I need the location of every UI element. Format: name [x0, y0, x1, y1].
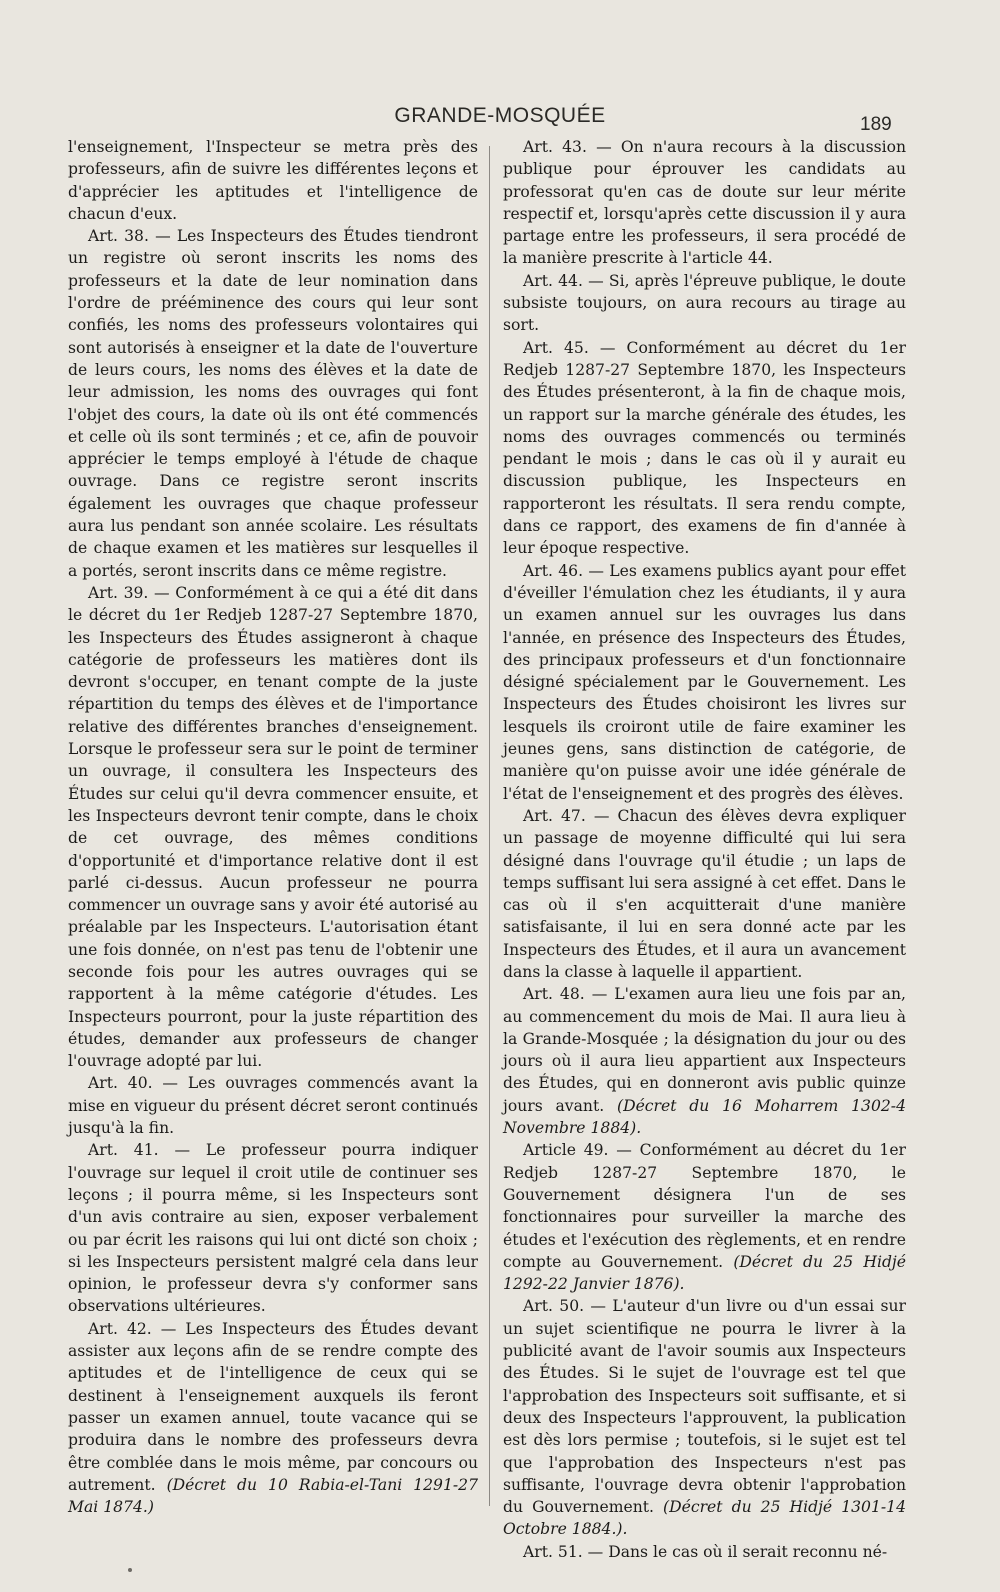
article-51 — [503, 1541, 906, 1563]
column-divider — [489, 146, 490, 1506]
running-title: GRANDE-MOSQUÉE — [394, 104, 606, 127]
paragraph-text: Art. 48. — L'examen aura lieu une fois par an, au commencement du mois de Mai. Il aura lieu à la Grande-Mosquée ; la désignation du jour ou des jours où il aura lieu appartient aux Inspecteurs des Études, qui en donneront avis public quinze jours avant. — [503, 985, 906, 1115]
decree-citation: (Décret du 25 Hidjé 1301-14 Octobre 1884.). — [503, 1498, 906, 1539]
paragraph-text: Art. 45. — Conformément au décret du 1er Redjeb 1287-27 Septembre 1870, les Inspecteurs des Études présenteront, à la fin de chaque mois, un rapport sur la marche générale des études, les noms des ouvrages commencés ou terminés pendant le mois ; dans le cas où il y aurait eu discussion publique, les Inspecteurs en rapporteront les résultats. Il sera rendu compte, dans ce rapport, des examens de fin d'année à leur époque respective. — [503, 338, 906, 558]
article-45 — [503, 337, 906, 560]
paragraph-text: Art. 50. — L'auteur d'un livre ou d'un essai sur un sujet scientifique ne pourra le livrer à la publicité avant de l'avoir soumis aux Inspecteurs des Études. Si le sujet de l'ouvrage est tel que l'approbation des Inspecteurs soit suffisante, et si deux des Inspecteurs l'approuvent, la publication est dès lors permise ; toutefois, si le sujet est tel que l'approbation des Inspecteurs n'est pas suffisante, l'ouvrage devra obtenir l'approbation du Gouvernement. — [503, 1297, 906, 1517]
article-49 — [503, 1139, 906, 1295]
left-column — [68, 136, 478, 1518]
paragraph-text: Art. 42. — Les Inspecteurs des Études devant assister aux leçons afin de se rendre compte des aptitudes et de l'intelligence de ceux qui se destinent à l'enseignement auxquels ils feront passer un examen annuel, toute vacance qui se produira dans le nombre des professeurs devra être comblée dans le mois même, par concours ou autrement. — [68, 1319, 478, 1494]
article-48 — [503, 983, 906, 1139]
paragraph — [68, 136, 478, 225]
article-42 — [68, 1318, 478, 1519]
page-number: 189 — [860, 114, 892, 135]
article-43 — [503, 136, 906, 270]
article-39 — [68, 582, 478, 1073]
paragraph-text: Art. 51. — Dans le cas où il serait reconnu né- — [523, 1542, 888, 1561]
decree-citation: (Décret du 10 Rabia-el-Tani 1291-27 Mai 1874.) — [68, 1475, 478, 1517]
paragraph-text: Art. 39. — Conformément à ce qui a été dit dans le décret du 1er Redjeb 1287-27 Septembre 1870, les Inspecteurs des Études assigneront à chaque catégorie de professeurs les matières dont ils devront s'occuper, en tenant compte de la juste répartition du temps des élèves et de l'importance relative des différentes branches d'enseignement. Lorsque le professeur sera sur le point de terminer un ouvrage, il consultera les Inspecteurs des Études sur celui qu'il devra commencer ensuite, et les Inspecteurs devront tenir compte, dans le choix de cet ouvrage, des mêmes conditions d'opportunité et d'importance relative dont il est parlé ci-dessus. Aucun professeur ne pourra commencer un ouvrage sans y avoir été autorisé au préalable par les Inspecteurs. L'autorisation étant une fois donnée, on n'est pas tenu de l'obtenir une seconde fois pour les autres ouvrages qui se rapportent à la même catégorie d'études. Les Inspecteurs pourront, pour la juste répartition des études, demander aux professeurs de changer l'ouvrage adopté par lui. — [68, 583, 478, 1071]
article-47 — [503, 805, 906, 983]
article-50 — [503, 1295, 906, 1540]
right-column — [503, 136, 906, 1563]
paragraph-text: Art. 41. — Le professeur pourra indiquer l'ouvrage sur lequel il croit utile de continuer ses leçons ; il pourra même, si les Inspecteurs sont d'un avis contraire au sien, exposer verbalement ou par écrit les raisons qui lui ont dicté son choix ; si les Inspecteurs persistent malgré cela dans leur opinion, le professeur devra s'y conformer sans observations ultérieures. — [68, 1141, 478, 1316]
paragraph-text: Art. 38. — Les Inspecteurs des Études tiendront un registre où seront inscrits les noms des professeurs et la date de leur nomination dans l'ordre de prééminence des cours qui leur sont confiés, les noms des professeurs volontaires qui sont autorisés à enseigner et la date de l'ouverture de leurs cours, les noms des élèves et la date de leur admission, les noms des ouvrages qui font l'objet des cours, la date où ils ont été commencés et celle où ils sont terminés ; et ce, afin de pouvoir apprécier le temps employé à l'étude de chaque ouvrage. Dans ce registre seront inscrits également les ouvrages que chaque professeur aura lus pendant son année scolaire. Les résultats de chaque examen et les matières sur lesquelles il a portés, seront inscrits dans ce même registre. — [68, 227, 478, 580]
article-40 — [68, 1072, 478, 1139]
paragraph-text: Art. 47. — Chacun des élèves devra expliquer un passage de moyenne difficulté qui lui sera désigné dans l'ouvrage qu'il étudie ; un laps de temps suffisant lui sera assigné à cet effet. Dans le cas où il s'en acquitterait d'une manière satisfaisante, il lui en sera donné acte par les Inspecteurs des Études, et il aura un avancement dans la classe à laquelle il appartient. — [503, 806, 906, 981]
paragraph-text: Art. 40. — Les ouvrages commencés avant la mise en vigueur du présent décret seront continués jusqu'à la fin. — [68, 1074, 478, 1138]
decree-citation: (Décret du 16 Moharrem 1302-4 Novembre 1884). — [503, 1096, 906, 1138]
paragraph-text: l'enseignement, l'Inspecteur se metra près des professeurs, afin de suivre les différentes leçons et d'apprécier les aptitudes et l'intelligence de chacun d'eux. — [68, 138, 478, 223]
paragraph-text: Art. 43. — On n'aura recours à la discussion publique pour éprouver les candidats au professorat qu'en cas de doute sur leur mérite respectif et, lorsqu'après cette discussion il y aura partage entre les professeurs, il sera procédé de la manière prescrite à l'article 44. — [503, 138, 906, 268]
paragraph-text: Art. 44. — Si, après l'épreuve publique, le doute subsiste toujours, on aura recours au tirage au sort. — [503, 271, 906, 335]
article-46 — [503, 560, 906, 805]
print-speck — [128, 1568, 132, 1572]
article-38 — [68, 225, 478, 582]
article-41 — [68, 1139, 478, 1317]
article-44 — [503, 270, 906, 337]
decree-citation: (Décret du 25 Hidjé 1292-22 Janvier 1876). — [503, 1252, 906, 1294]
paragraph-text: Art. 46. — Les examens publics ayant pour effet d'éveiller l'émulation chez les étudiants, il y aura un examen annuel sur les ouvrages lus dans l'année, en présence des Inspecteurs des Études, des principaux professeurs et d'un fonctionnaire désigné spécialement par le Gouvernement. Les Inspecteurs des Études choisiront les livres sur lesquels ils croiront utile de faire examiner les jeunes gens, sans distinction de catégorie, de manière qu'on puisse avoir une idée générale de l'état de l'enseignement et des progrès des élèves. — [503, 561, 906, 803]
paragraph-text: Article 49. — Conformément au décret du 1er Redjeb 1287-27 Septembre 1870, le Gouvernement désignera l'un de ses fonctionnaires pour surveiller la marche des études et l'exécution des règlements, et en rendre compte au Gouvernement. — [503, 1141, 906, 1271]
